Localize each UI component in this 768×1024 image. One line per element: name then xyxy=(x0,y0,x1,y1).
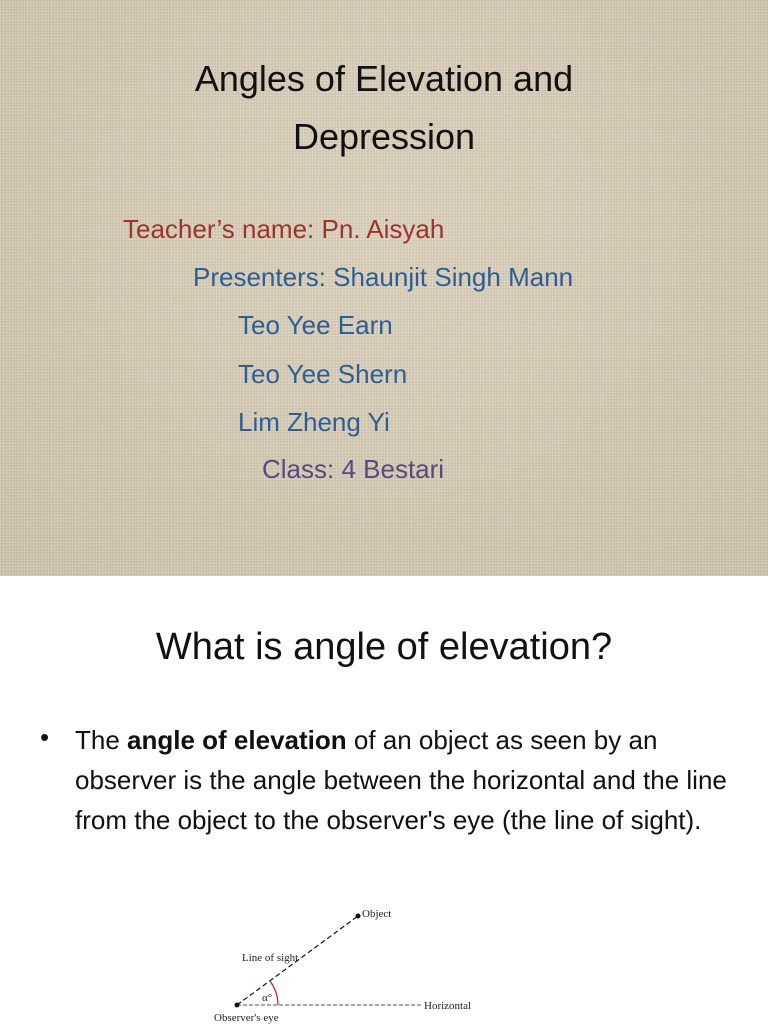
bullet-prefix: The xyxy=(75,725,128,755)
observer-point xyxy=(235,1003,240,1008)
slide-heading: What is angle of elevation? xyxy=(155,626,613,668)
line-of-sight-label: Line of sight xyxy=(242,952,299,964)
class-name: Class: 4 Bestari xyxy=(262,454,445,484)
horizontal-label: Horizontal xyxy=(424,1000,472,1012)
angle-label: α° xyxy=(262,992,273,1004)
content-slide xyxy=(0,576,768,1024)
slide-title-line-2: Depression xyxy=(292,116,476,157)
presenter-name: Teo Yee Shern xyxy=(238,359,408,389)
slide-title xyxy=(0,50,768,166)
bullet-marker: • xyxy=(40,722,50,752)
observer-label: Observer's eye xyxy=(214,1012,279,1024)
presenters-label: Presenters: Shaunjit Singh Mann xyxy=(193,262,574,292)
slide-title-line-1: Angles of Elevation and xyxy=(194,58,574,99)
bullet-bold-term: angle of elevation xyxy=(127,725,347,755)
presenter-name: Lim Zheng Yi xyxy=(238,407,390,437)
presenter-name: Teo Yee Earn xyxy=(238,310,393,340)
object-point xyxy=(356,914,361,919)
definition-bullet xyxy=(75,720,735,840)
object-label: Object xyxy=(362,908,392,920)
teacher-name: Teacher’s name: Pn. Aisyah xyxy=(123,214,445,244)
bullet-rest: of an object as seen by an observer is the angle between the horizontal and the line from the object to the observer's eye (the line of sight). xyxy=(75,725,727,835)
elevation-diagram xyxy=(200,901,500,1024)
